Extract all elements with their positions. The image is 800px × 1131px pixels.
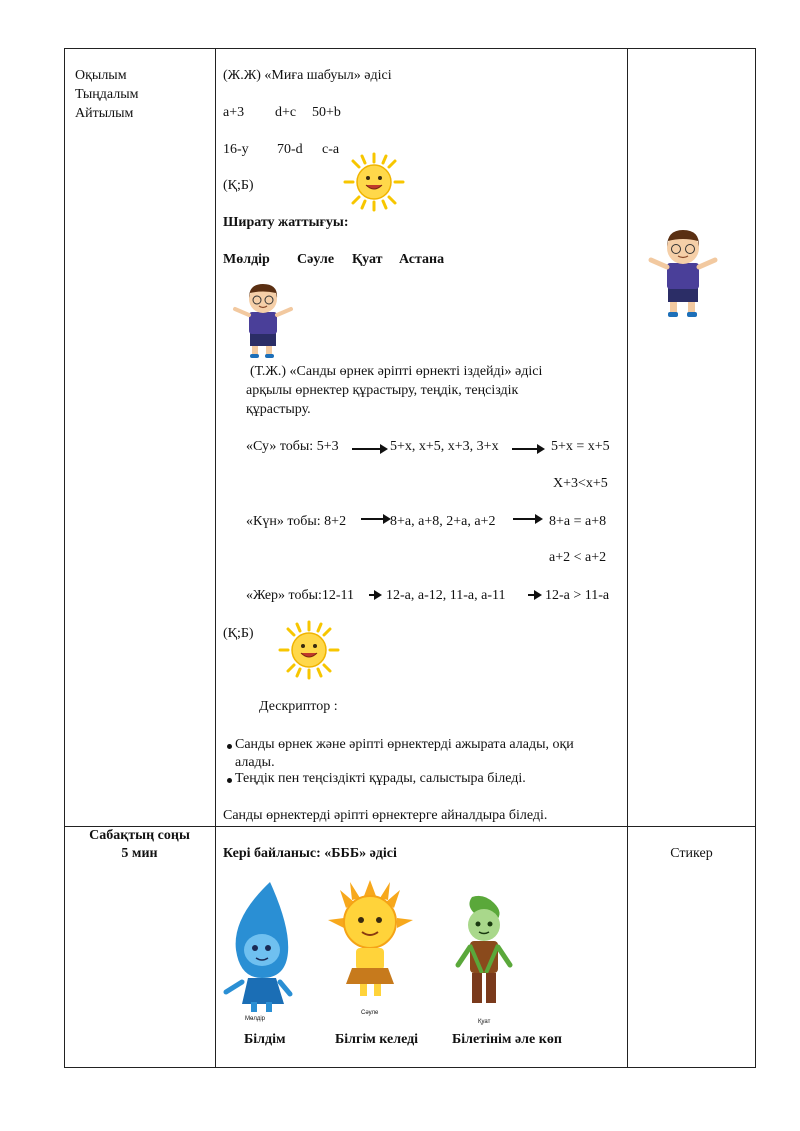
- warmup-word: Сәуле: [297, 252, 335, 267]
- sun-icon: [278, 620, 340, 680]
- warmup-word: Астана: [399, 252, 445, 267]
- feedback-title: Кері байланыс: «БББ» әдісі: [223, 846, 397, 861]
- descriptor-item: Санды өрнек және әріпті өрнектерді ажырата алады, оқи: [235, 737, 574, 752]
- group-su-expressions: 5+х, х+5, х+3, 3+х: [390, 439, 499, 454]
- boy-illustration: [648, 228, 718, 320]
- skill-speaking: Айтылым: [75, 106, 134, 121]
- group-kun-result: 8+а = а+8: [549, 514, 607, 529]
- group-su-result: 5+х = х+5: [551, 439, 610, 454]
- mascot-caption: Білдім: [244, 1032, 286, 1047]
- sun-mascot: [328, 880, 413, 1010]
- group-kun-extra: а+2 < а+2: [549, 550, 607, 565]
- boy-illustration: [232, 282, 294, 360]
- water-drop-mascot: [222, 878, 297, 1023]
- expression: 50+b: [312, 105, 341, 120]
- method2-line: арқылы өрнектер құрастыру, теңдік, теңсіздік: [246, 383, 519, 398]
- expression: 16-у: [223, 142, 249, 157]
- brainstorm-method: (Ж.Ж) «Миға шабуыл» әдісі: [223, 68, 392, 83]
- arrow-icon: [369, 594, 380, 596]
- expression: d+c: [275, 105, 297, 120]
- method2-line: құрастыру.: [246, 402, 311, 417]
- descriptor-label: Дескриптор :: [259, 699, 338, 714]
- bullet-icon: [227, 778, 232, 783]
- arrow-icon: [513, 518, 541, 520]
- arrow-icon: [512, 448, 543, 450]
- lesson-end-time: 5 мин: [121, 846, 158, 861]
- group-su-label: «Су» тобы: 5+3: [246, 439, 339, 454]
- leaf-mascot: [452, 895, 517, 1020]
- group-kun-label: «Күн» тобы: 8+2: [246, 514, 347, 529]
- group-zher-result: 12-а > 11-а: [545, 588, 610, 603]
- row-divider: [64, 826, 756, 827]
- bullet-icon: [227, 744, 232, 749]
- mascot-name: Мөлдір: [245, 1016, 266, 1022]
- mascot-name: Қуат: [478, 1019, 491, 1025]
- sticker-label: Стикер: [670, 846, 713, 861]
- group-kun-expressions: 8+а, а+8, 2+а, а+2: [390, 514, 496, 529]
- descriptor-item: алады.: [235, 755, 275, 770]
- mascot-caption: Білетінім әле көп: [452, 1032, 562, 1047]
- arrow-icon: [352, 448, 386, 450]
- mascot-name: Сәуле: [361, 1010, 379, 1016]
- skill-reading: Оқылым: [75, 68, 127, 83]
- sun-icon: [343, 152, 405, 212]
- group-zher-label: «Жер» тобы:12-11: [246, 588, 355, 603]
- group-zher-expressions: 12-а, а-12, 11-а, а-11: [386, 588, 506, 603]
- closing-statement: Санды өрнектерді әріпті өрнектерге айналдыра біледі.: [223, 808, 548, 823]
- lesson-end-title: Сабақтың соңы: [89, 828, 190, 843]
- expression: 70-d: [277, 142, 303, 157]
- warmup-title: Ширату жаттығуы:: [223, 215, 349, 230]
- col-divider-2: [627, 48, 628, 1068]
- col-divider-1: [215, 48, 216, 1068]
- warmup-word: Мөлдір: [223, 252, 270, 267]
- group-su-extra: Х+3<х+5: [553, 476, 608, 491]
- assessment-label: (Қ;Б): [223, 178, 254, 193]
- arrow-icon: [528, 594, 540, 596]
- method2-line: (Т.Ж.) «Санды өрнек әріпті өрнекті іздейді» әдісі: [250, 364, 543, 379]
- expression: c-a: [322, 142, 340, 157]
- assessment-label: (Қ;Б): [223, 626, 254, 641]
- descriptor-item: Теңдік пен теңсіздікті құрады, салыстыра біледі.: [235, 771, 526, 786]
- mascot-caption: Білгім келеді: [335, 1032, 419, 1047]
- expression: а+3: [223, 105, 245, 120]
- skill-listening: Тыңдалым: [75, 87, 139, 102]
- arrow-icon: [361, 518, 389, 520]
- warmup-word: Қуат: [352, 252, 383, 267]
